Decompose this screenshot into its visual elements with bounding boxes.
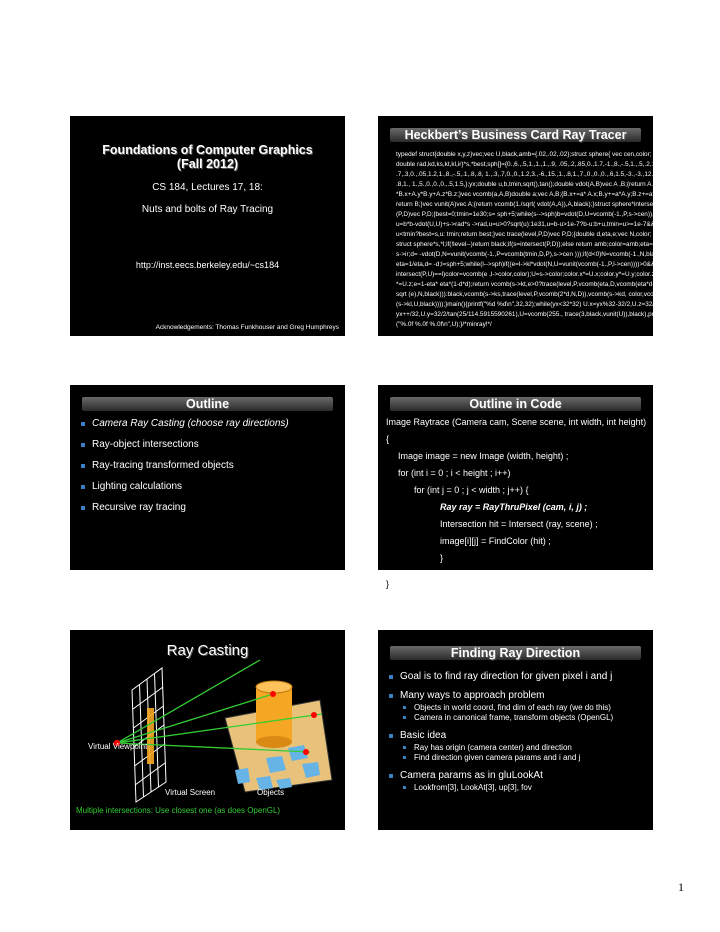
list-item: Camera params as in gluLookAt xyxy=(386,770,645,781)
ray-tracer-code xyxy=(396,150,666,330)
code-line: s->ir;d= -vdot(D,N=vunit(vcomb(-1.,P=vcomb(tmin,D,P),s->cen )));if(d<0)N=vcomb(-1.,N,black), xyxy=(396,251,666,258)
code-line: image[i][j] = FindColor (hit) ; xyxy=(440,536,551,546)
cylinder-object xyxy=(256,681,292,748)
slide-title-bar xyxy=(390,397,641,411)
label-screen: Virtual Screen xyxy=(165,788,216,797)
list-item: Lighting calculations xyxy=(78,481,337,492)
lecture-subtitle: Nuts and bolts of Ray Tracing xyxy=(141,204,274,215)
code-line: for (int i = 0 ; i < height ; i++) xyxy=(398,468,511,478)
hit-point xyxy=(311,712,317,718)
code-line: Intersection hit = Intersect (ray, scene) ; xyxy=(440,519,598,529)
code-line: *=U.z;e=1-eta* eta*(1-d*d);return vcomb(s->kt,e>0?trace(level,P,vcomb(eta,D,vcomb(eta*d- xyxy=(396,281,655,288)
code-line: yx++/32,U.y=32/2/tan(25/114.5915590261),U=vcomb(255., trace(3,black,vunit(U)),black),printf xyxy=(396,311,663,318)
slide-title-bar xyxy=(390,128,641,142)
slide-title-line1: Foundations of Computer Graphics xyxy=(102,143,313,157)
sub-list-item: Objects in world coord, find dim of each ray (we do this) xyxy=(386,703,645,712)
slide-title: Outline xyxy=(185,397,230,411)
slide-outline-code xyxy=(378,385,653,580)
slide-ray-direction xyxy=(378,630,653,830)
code-line: (s->kl,U,black))));}main(){printf("%d %d\n",32,32);while(yx<32*32) U.x=yx%32-32/2,U.z=32/2- xyxy=(396,301,660,308)
course-label: CS 184, Lectures 17, 18: xyxy=(152,182,263,193)
hit-point xyxy=(270,691,276,697)
slide-outline xyxy=(70,385,345,570)
code-closing-brace: } xyxy=(386,579,390,589)
code-line: *B.x+A.y*B.y+A.z*B.z;}vec vcomb(a,A,B)double a;vec A,B;{B.x+=a* A.x;B.y+=a*A.y;B.z+=a*A.z; xyxy=(396,191,666,198)
acknowledgements: Acknowledgements: Thomas Funkhouser and Greg Humphreys xyxy=(155,324,339,331)
code-line: sqrt (e),N,black))):black,vcomb(s->ks,trace(level,P,vcomb(2*d,N,D)),vcomb(s->kd, color,vcomb xyxy=(396,291,663,298)
code-line: typedef struct{double x,y,z}vec;vec U,black,amb={.02,.02,.02};struct sphere{ vec cen,color; xyxy=(396,151,652,158)
list-item: Basic idea xyxy=(386,730,645,741)
slide-title-line2: (Fall 2012) xyxy=(176,157,239,171)
code-line: struct sphere*s,*l;if(!level--)return black;if(s=intersect(P,D));else return amb;color=amb;eta= xyxy=(396,241,653,248)
sub-list-item: Camera in canonical frame, transform objects (OpenGL) xyxy=(386,713,645,722)
list-item: Goal is to find ray direction for given pixel i and j xyxy=(386,671,645,682)
slide-heckbert xyxy=(378,116,666,336)
code-line: { xyxy=(386,434,390,444)
label-objects: Objects xyxy=(257,788,285,797)
slide-title: Finding Ray Direction xyxy=(450,646,581,660)
ray-casting-diagram xyxy=(70,630,345,830)
code-line: .8,1., 1.,5.,0.,0.,0.,.5,1.5,};yx;double u,b,tmin,sqrt(),tan();double vdot(A,B)vec A ,B;{return A.x xyxy=(396,181,657,188)
slide-ray-casting xyxy=(70,630,345,830)
code-line: intersect(P,U)==l)color=vcomb(e ,l->color,color);U=s->color;color.x*=U.x;color.y*=U.y;color.z xyxy=(396,271,655,278)
hit-point xyxy=(303,749,309,755)
slide-title: Outline in Code xyxy=(469,397,562,411)
list-item: Ray-object intersections xyxy=(78,439,337,450)
course-url: http://inst.eecs.berkeley.edu/~cs184 xyxy=(135,260,280,270)
slide-title: Heckbert’s Business Card Ray Tracer xyxy=(404,128,627,142)
sub-list-item: Ray has origin (camera center) and direction xyxy=(386,743,645,752)
page-number: 1 xyxy=(678,880,684,894)
code-line: return B;}vec vunit(A)vec A;{return vcomb(1./sqrt( vdot(A,A)),A,black);}struct sphere*intersect xyxy=(396,201,659,208)
code-line: Image Raytrace (Camera cam, Scene scene, int width, int height) xyxy=(386,417,647,427)
code-line: return image ; xyxy=(398,570,454,580)
code-line: .7,.3,0.,.05,1.2,1.,8.,-.5,.1,.8,.8, 1.,.3,.7,0.,0.,1.2,3.,-6.,15.,1.,.8,1.,7.,0.,0.,0.,.6,1.5,-3.,-3.,12., xyxy=(396,171,655,178)
screen-pixel-column xyxy=(147,708,154,764)
direction-list xyxy=(378,671,653,792)
list-item: Camera Ray Casting (choose ray directions) xyxy=(78,418,337,429)
list-item: Many ways to approach problem xyxy=(386,690,645,701)
code-line: for (int j = 0 ; j < width ; j++) { xyxy=(414,485,529,495)
slide-title: Ray Casting xyxy=(166,642,249,659)
code-line: u=b*b-vdot(U,U)+s->rad*s ->rad,u=u>0?sqrt(u):1e31,u=b-u>1e-7?b-u:b+u,tmin=u>=1e-7&& xyxy=(396,221,655,228)
sub-list-item: Lookfrom[3], LookAt[3], up[3], fov xyxy=(386,783,645,792)
code-line: u<tmin?best=s,u: tmin;return best;}vec trace(level,P,D)vec P,D;{double d,eta,e;vec N,color; xyxy=(396,231,652,238)
list-item: Ray-tracing transformed objects xyxy=(78,460,337,471)
slide-title-bar xyxy=(390,646,641,660)
code-line: (P,D)vec P,D;{best=0;tmin=1e30;s= sph+5;while(s-->sph)b=vdot(D,U=vcomb(-1.,P,s->cen)), xyxy=(396,211,654,218)
label-viewpoint: Virtual Viewpoint xyxy=(88,742,148,751)
slide-title-bar xyxy=(82,397,333,411)
code-line: } xyxy=(440,553,444,563)
code-line: Image image = new Image (width, height) ; xyxy=(398,451,569,461)
code-line: eta=1/eta,d= -d;l=sph+5;while(l-->sph)if((e=l->kl*vdot(N,U=vunit(vcomb(-1.,P,l->cen))))>0&& xyxy=(396,261,656,268)
code-line: ("%.0f %.0f %.0f\n",U);}/*minray!*/ xyxy=(396,321,492,328)
sub-list-item: Find direction given camera params and i and j xyxy=(386,753,645,762)
outline-list xyxy=(70,418,345,513)
list-item: Recursive ray tracing xyxy=(78,502,337,513)
overlay-caption: Multiple intersections: Use closest one (as does OpenGL) xyxy=(76,806,281,815)
code-line: double rad,kd,ks,kt,kl,ir}*s,*best,sph[]={0.,6.,.5,1.,1.,1.,.9, .05,.2,.85,0.,1.7,-1.,8.,-.5,1.,.5,.2,1., xyxy=(396,161,659,168)
slide-title xyxy=(70,116,345,336)
code-line: Ray ray = RayThruPixel (cam, i, j) ; xyxy=(440,502,588,512)
